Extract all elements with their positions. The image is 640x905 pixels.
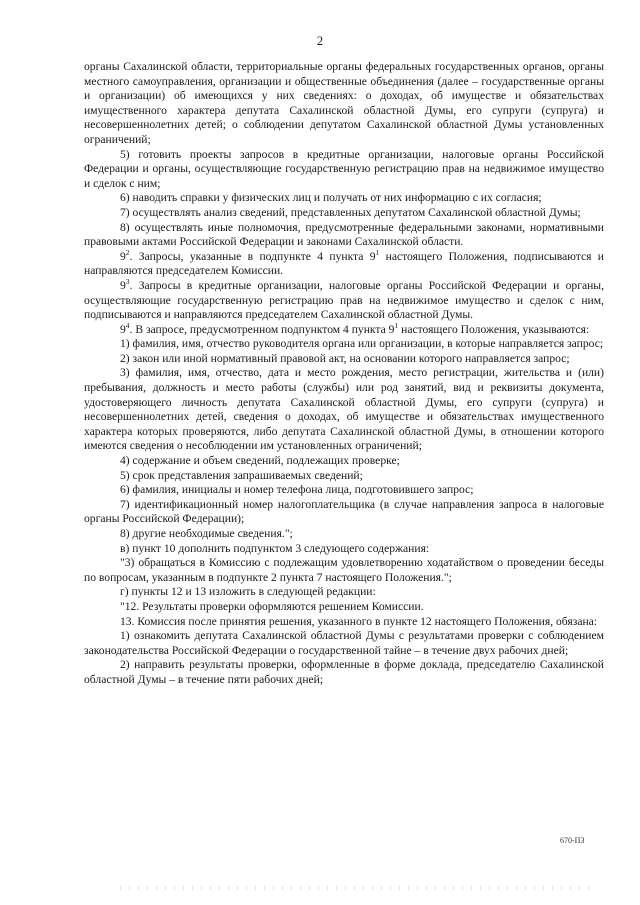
superscript: 2	[125, 247, 130, 257]
paragraph	[84, 279, 604, 323]
document-code: 670-ПЗ	[560, 836, 585, 845]
paragraph	[84, 352, 604, 367]
paragraph	[84, 658, 604, 687]
paragraph	[84, 337, 604, 352]
paragraph-text: 9	[120, 278, 126, 292]
paragraph-text: "12. Результаты проверки оформляются решением Комиссии.	[120, 599, 424, 613]
paragraph-text: 2) закон или иной нормативный правовой акт, на основании которого направляется запрос;	[120, 351, 570, 365]
paragraph-text: г) пункты 12 и 13 изложить в следующей редакции:	[120, 585, 376, 599]
paragraph	[84, 615, 604, 630]
paragraph	[84, 206, 604, 221]
paragraph	[84, 191, 604, 206]
paragraph-text: 1) фамилия, имя, отчество руководителя органа или организации, в которые направляется запрос;	[120, 337, 604, 351]
page-number: 2	[316, 34, 324, 48]
paragraph-text: 6) наводить справки у физических лиц и получать от них информацию с их согласия;	[120, 191, 542, 205]
paragraph-text: 9	[120, 249, 126, 263]
paragraph-text: . Запросы в кредитные организации, налоговые органы Российской Федерации и органы, осуществляющие государственную регистрацию прав на недвижимое имущество и сделок с ним, подписываются и направляются председателем Сахалинской областной Думы.	[84, 278, 604, 322]
paragraph	[84, 600, 604, 615]
paragraph	[84, 527, 604, 542]
paragraph-text: 5) срок представления запрашиваемых сведений;	[120, 468, 363, 482]
paragraph-text: 13. Комиссия после принятия решения, указанного в пункте 12 настоящего Положения, обязана:	[120, 614, 598, 628]
paragraph-text: 3) фамилия, имя, отчество, дата и место рождения, место регистрации, жительства и (или) пребывания, должность и место работы (службы) или род занятий, вид и реквизиты документа, удостоверяющего личность депутата Сахалинской областной Думы, его супруги (супруга) и несовершеннолетних детей, сведения о доходах, об имуществе и обязательствах имущественного характера которых проверяются, либо депутата Сахалинской областной Думы, в отношении которого имеются сведения о несоблюдении им установленных ограничений;	[84, 366, 604, 453]
paragraph	[84, 454, 604, 469]
paragraph-text: 7) идентификационный номер налогоплательщика (в случае направления запроса в налоговые органы Российской Федерации);	[84, 497, 604, 526]
paragraph	[84, 366, 604, 454]
scan-noise	[120, 886, 590, 890]
paragraph-text: 5) готовить проекты запросов в кредитные организации, налоговые органы Российской Федерации и органы, осуществляющие государственную регистрацию прав на недвижимое имущество и сделок с ним;	[84, 147, 604, 190]
paragraph	[84, 483, 604, 498]
paragraph	[84, 498, 604, 527]
paragraph	[84, 585, 604, 600]
paragraph-text: 9	[120, 322, 126, 336]
paragraph	[84, 556, 604, 585]
paragraph	[84, 629, 604, 658]
superscript: 1	[375, 247, 380, 257]
paragraph-text: 8) осуществлять иные полномочия, предусмотренные федеральными законами, нормативными правовыми актами Российской Федерации и законами Сахалинской области.	[84, 220, 604, 249]
paragraph-text: 7) осуществлять анализ сведений, представленных депутатом Сахалинской областной Думы;	[120, 205, 581, 219]
superscript: 1	[394, 320, 399, 330]
paragraph	[84, 60, 604, 148]
paragraph	[84, 148, 604, 192]
paragraph	[84, 469, 604, 484]
paragraph	[84, 320, 604, 338]
paragraph-text: 4) содержание и объем сведений, подлежащих проверке;	[120, 454, 400, 468]
paragraph	[84, 542, 604, 557]
paragraph-text: 6) фамилия, инициалы и номер телефона лица, подготовившего запрос;	[120, 483, 474, 497]
paragraph	[84, 221, 604, 250]
paragraph-text: настоящего Положения, указываются:	[398, 322, 590, 336]
paragraph-text: в) пункт 10 дополнить подпунктом 3 следующего содержания:	[120, 541, 430, 555]
paragraph-text: 2) направить результаты проверки, оформленные в форме доклада, председателю Сахалинской областной Думы – в течение пяти рабочих дней;	[84, 658, 604, 686]
paragraph-text: настоящего Положения, подписываются и направляются председателем Комиссии.	[84, 249, 604, 278]
paragraph-text: 1) ознакомить депутата Сахалинской областной Думы с результатами проверки с соблюдением законодательства Российской Федерации о государственной тайне – в течение двух рабочих дней;	[84, 629, 604, 657]
paragraph-text: 8) другие необходимые сведения.";	[120, 527, 293, 540]
paragraph	[84, 247, 604, 279]
paragraph-text: . Запросы, указанные в подпункте 4 пункта 9	[129, 249, 376, 263]
paragraph-text: "3) обращаться в Комиссию с подлежащим удовлетворению ходатайством о проведении беседы по вопросам, указанным в подпункте 2 пункта 7 настоящего Положения.";	[84, 556, 604, 584]
superscript: 3	[125, 277, 130, 287]
document-body	[84, 60, 604, 688]
paragraph-text: органы Сахалинской области, территориальные органы федеральных государственных органов, органы местного самоуправления, организации и общественные объединения (далее – государственные органы и организации) об имеющихся у них сведениях: о доходах, об имуществе и обязательствах имущественного характера депутата Сахалинской областной Думы, его супруги (супруга) и несовершеннолетних детей; о соблюдении депутатом Сахалинской областной Думы установленных ограничений;	[84, 60, 604, 146]
superscript: 4	[125, 320, 130, 330]
paragraph-text: . В запросе, предусмотренном подпунктом 4 пункта 9	[129, 322, 395, 336]
